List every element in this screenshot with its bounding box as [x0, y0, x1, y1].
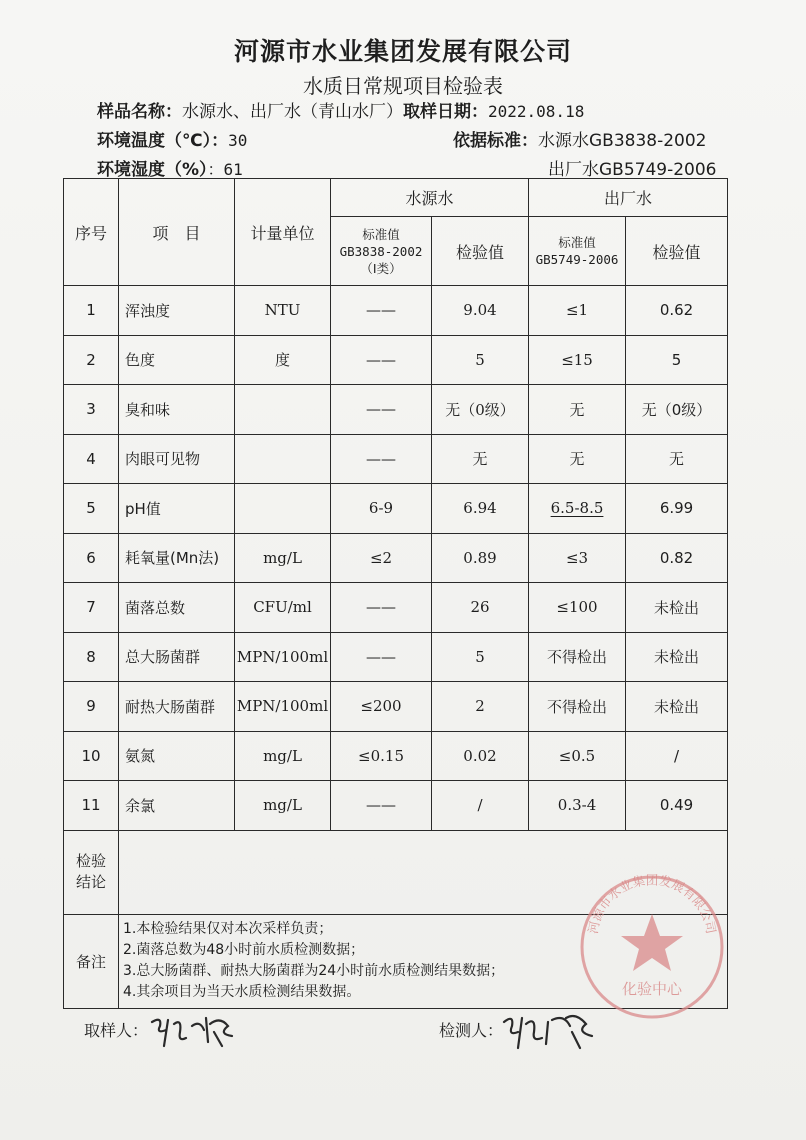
table-row [64, 682, 728, 732]
output-standard-line1: 标准值 [558, 235, 596, 250]
source-value-cell: / [432, 781, 529, 831]
source-standard-cell: —— [331, 583, 432, 633]
document-subtitle: 水质日常规项目检验表 [303, 74, 503, 98]
item-name-cell: 氨氮 [119, 731, 235, 781]
source-value-cell: 无 [432, 434, 529, 484]
item-name-cell: 总大肠菌群 [119, 632, 235, 682]
output-value-cell: 无（0级） [626, 385, 728, 435]
humidity-value: ：61 [207, 160, 243, 179]
source-standard-cell: —— [331, 632, 432, 682]
output-standard-cell: ≤15 [529, 335, 626, 385]
unit-cell [235, 434, 331, 484]
standard-output-line [548, 155, 717, 180]
row-number-cell: 8 [64, 632, 119, 682]
row-number-cell: 2 [64, 335, 119, 385]
output-standard-cell: 无 [529, 434, 626, 484]
seal-star-icon [621, 914, 683, 971]
output-standard-cell: ≤100 [529, 583, 626, 633]
standard-label: 依据标准： [453, 131, 538, 151]
output-standard-cell: 0.3-4 [529, 781, 626, 831]
sampling-date-value: 2022.08.18 [488, 102, 585, 121]
conclusion-label-line1: 检验 [75, 852, 106, 870]
table-row [64, 731, 728, 781]
output-standard-line2: GB5749-2006 [535, 252, 619, 267]
col-header-no: 序号 [64, 179, 119, 286]
source-standard-cell: —— [331, 286, 432, 336]
source-standard-line3: （Ⅰ类） [360, 260, 402, 276]
row-number-cell: 9 [64, 682, 119, 732]
table-row [64, 385, 728, 435]
note-line: 3.总大肠菌群、耐热大肠菌群为24小时前水质检测结果数据； [123, 963, 505, 979]
item-name-cell: 臭和味 [119, 385, 235, 435]
output-value-cell: 无 [626, 434, 728, 484]
standard-output-value: 出厂水GB5749-2006 [548, 160, 717, 180]
output-value-cell: 0.62 [626, 286, 728, 336]
conclusion-label-line2: 结论 [75, 873, 106, 891]
item-name-cell: 肉眼可见物 [119, 434, 235, 484]
sampler-signature-scribble [148, 1012, 238, 1052]
table-row [64, 286, 728, 336]
source-standard-cell: —— [331, 335, 432, 385]
source-standard-cell: —— [331, 385, 432, 435]
humidity-label: 环境湿度（%） [97, 160, 208, 180]
table-body [64, 286, 728, 831]
table-row [64, 434, 728, 484]
table-header-row-1 [64, 179, 728, 217]
row-number-cell: 3 [64, 385, 119, 435]
humidity-line [97, 155, 243, 180]
sample-name-value: 水源水、出厂水（青山水厂） [182, 102, 403, 122]
document-title: 河源市水业集团发展有限公司 [233, 37, 572, 66]
sampler-signature [148, 1012, 238, 1059]
table-row [64, 583, 728, 633]
unit-cell: CFU/ml [235, 583, 331, 633]
unit-cell: MPN/100ml [235, 682, 331, 732]
source-standard-cell: —— [331, 781, 432, 831]
source-value-cell: 无（0级） [432, 385, 529, 435]
output-value-cell: 6.99 [626, 484, 728, 534]
unit-cell: 度 [235, 335, 331, 385]
source-standard-cell: ≤200 [331, 682, 432, 732]
conclusion-label [64, 830, 119, 914]
temperature-value: 30 [228, 131, 248, 150]
output-standard-cell: 不得检出 [529, 632, 626, 682]
col-header-source-standard [331, 217, 432, 286]
table-row [64, 781, 728, 831]
official-seal-stamp [577, 872, 727, 1022]
col-header-output-value: 检验值 [626, 217, 728, 286]
note-line: 1.本检验结果仅对本次采样负责； [123, 921, 333, 937]
row-number-cell: 6 [64, 533, 119, 583]
item-name-cell: 色度 [119, 335, 235, 385]
source-standard-line2: GB3838-2002 [339, 243, 423, 259]
source-value-cell: 26 [432, 583, 529, 633]
row-number-cell: 4 [64, 434, 119, 484]
row-number-cell: 11 [64, 781, 119, 831]
unit-cell [235, 385, 331, 435]
col-header-item: 项 目 [119, 179, 235, 286]
col-header-output-standard [529, 217, 626, 286]
sample-name-line [97, 97, 584, 122]
item-name-cell: 余氯 [119, 781, 235, 831]
source-standard-line1: 标准值 [362, 226, 400, 242]
tester-label: 检测人： [439, 1021, 504, 1040]
seal-org-text: 河源市水业集团发展有限公司 [585, 872, 719, 936]
row-number-cell: 10 [64, 731, 119, 781]
table-row [64, 484, 728, 534]
unit-cell: NTU [235, 286, 331, 336]
item-name-cell: 浑浊度 [119, 286, 235, 336]
unit-cell: mg/L [235, 731, 331, 781]
source-value-cell: 5 [432, 632, 529, 682]
note-line: 4.其余项目为当天水质检测结果数据。 [123, 984, 361, 1000]
col-header-unit: 计量单位 [235, 179, 331, 286]
standard-source-value: 水源水GB3838-2002 [538, 131, 707, 151]
temperature-line [97, 126, 247, 151]
tester-signature-scribble [500, 1010, 600, 1054]
source-value-cell: 9.04 [432, 286, 529, 336]
source-standard-cell: —— [331, 434, 432, 484]
table-row [64, 533, 728, 583]
output-standard-cell: 不得检出 [529, 682, 626, 732]
output-standard-cell: ≤3 [529, 533, 626, 583]
source-standard-cell: ≤2 [331, 533, 432, 583]
notes-label: 备注 [64, 914, 119, 1008]
output-value-cell: 未检出 [626, 682, 728, 732]
col-header-source-value: 检验值 [432, 217, 529, 286]
source-value-cell: 0.02 [432, 731, 529, 781]
group-header-source-water: 水源水 [331, 179, 529, 217]
source-value-cell: 6.94 [432, 484, 529, 534]
row-number-cell: 5 [64, 484, 119, 534]
source-value-cell: 5 [432, 335, 529, 385]
unit-cell: mg/L [235, 781, 331, 831]
item-name-cell: pH值 [119, 484, 235, 534]
source-value-cell: 2 [432, 682, 529, 732]
output-value-cell: 未检出 [626, 583, 728, 633]
item-name-cell: 耐热大肠菌群 [119, 682, 235, 732]
output-value-cell: 5 [626, 335, 728, 385]
sample-name-label: 样品名称： [97, 102, 182, 122]
output-standard-cell: ≤1 [529, 286, 626, 336]
table-row [64, 632, 728, 682]
unit-cell [235, 484, 331, 534]
note-line: 2.菌落总数为48小时前水质检测数据； [123, 942, 365, 958]
group-header-output-water: 出厂水 [529, 179, 728, 217]
tester-signature [500, 1010, 600, 1061]
item-name-cell: 菌落总数 [119, 583, 235, 633]
output-value-cell: 未检出 [626, 632, 728, 682]
output-standard-cell: ≤0.5 [529, 731, 626, 781]
unit-cell: mg/L [235, 533, 331, 583]
output-standard-cell: 6.5-8.5 [529, 484, 626, 534]
source-value-cell: 0.89 [432, 533, 529, 583]
unit-cell: MPN/100ml [235, 632, 331, 682]
row-number-cell: 1 [64, 286, 119, 336]
sampler-label: 取样人： [84, 1021, 149, 1040]
output-standard-cell: 无 [529, 385, 626, 435]
item-name-cell: 耗氧量(Mn法) [119, 533, 235, 583]
source-standard-cell: 6-9 [331, 484, 432, 534]
output-value-cell: / [626, 731, 728, 781]
seal-center-text: 化验中心 [621, 980, 683, 998]
row-number-cell: 7 [64, 583, 119, 633]
sampling-date-label: 取样日期： [403, 102, 488, 122]
table-row [64, 335, 728, 385]
temperature-label: 环境温度（℃）： [97, 131, 229, 151]
output-value-cell: 0.49 [626, 781, 728, 831]
standard-line [453, 126, 707, 151]
output-value-cell: 0.82 [626, 533, 728, 583]
source-standard-cell: ≤0.15 [331, 731, 432, 781]
